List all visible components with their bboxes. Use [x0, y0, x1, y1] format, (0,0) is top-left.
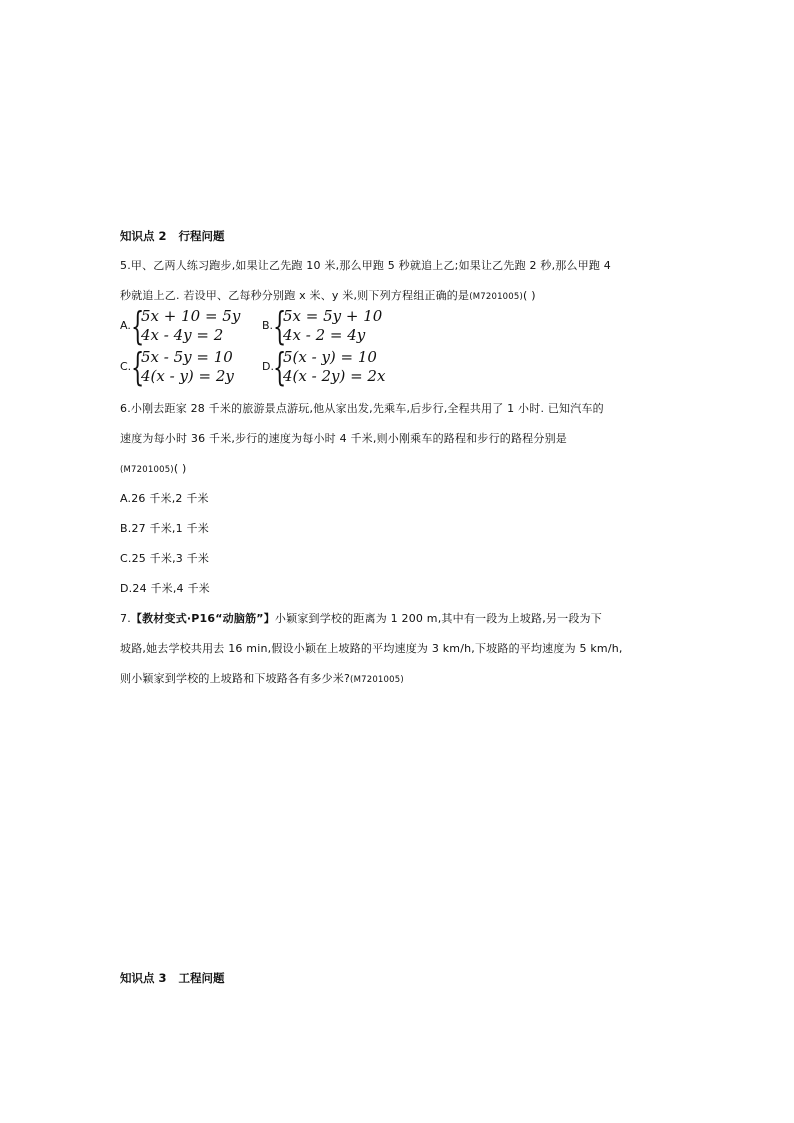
equation-system: [141, 348, 234, 386]
answer-blank: ( ): [523, 289, 536, 302]
equation: 4x - 4y = 2: [141, 326, 224, 344]
q6-line-1: 6.小刚去距家 28 千米的旅游景点游玩,他从家出发,先乘车,后步行,全程共用了 1 小时. 已知汽车的: [120, 402, 604, 415]
section-heading-2: [120, 229, 225, 243]
brace-icon: {: [273, 345, 287, 389]
q5-stem: 秒就追上乙. 若设甲、乙每秒分别跑 x 米、y 米,则下列方程组正确的是: [120, 289, 470, 302]
q6-line-2: 速度为每小时 36 千米,步行的速度为每小时 4 千米,则小刚乘车的路程和步行的路程分别是: [120, 432, 567, 445]
equation: 4(x - y) = 2y: [141, 367, 234, 385]
option-label: A.: [120, 319, 131, 332]
section-title: 行程问题: [178, 229, 225, 243]
brace-icon: {: [273, 304, 287, 348]
equation-system: [283, 307, 382, 345]
question-code: (M7201005): [120, 465, 174, 475]
q6-option-d: D.24 千米,4 千米: [120, 582, 210, 595]
equation: 4x - 2 = 4y: [283, 326, 366, 344]
q7-line-1: [120, 612, 602, 626]
brace-icon: {: [131, 345, 145, 389]
equation-system: [283, 348, 385, 386]
question-number: 7.: [120, 612, 131, 625]
answer-blank: ( ): [173, 462, 187, 475]
q5-line-2: [120, 289, 536, 304]
q5-line-1: 5.甲、乙两人练习跑步,如果让乙先跑 10 米,那么甲跑 5 秒就追上乙;如果让乙先跑 2 秒,那么甲跑 4: [120, 259, 611, 272]
option-label: D.: [262, 360, 274, 373]
brace-icon: {: [131, 304, 145, 348]
equation: 5x = 5y + 10: [283, 307, 383, 325]
q7-question: 则小颖家到学校的上坡路和下坡路各有多少米?: [120, 672, 351, 685]
textbook-variant-tag: 【教材变式·P16“动脑筋”】: [130, 612, 275, 625]
section-label: 知识点 2: [120, 229, 167, 243]
equation-system: [141, 307, 240, 345]
section-title: 工程问题: [178, 971, 225, 985]
q6-option-a: A.26 千米,2 千米: [120, 492, 209, 505]
section-label: 知识点 3: [120, 971, 167, 985]
option-label: C.: [120, 360, 132, 373]
q7-line-2: 坡路,她去学校共用去 16 min,假设小颖在上坡路的平均速度为 3 km/h,下坡路的平均速度为 5 km/h,: [120, 642, 623, 655]
equation: 5x + 10 = 5y: [141, 307, 241, 325]
section-heading-3: [120, 971, 225, 985]
q6-line-3: [120, 462, 187, 477]
option-label: B.: [262, 319, 274, 332]
equation: 4(x - 2y) = 2x: [283, 367, 386, 385]
equation: 5x - 5y = 10: [141, 348, 233, 366]
question-code: (M7201005): [350, 675, 404, 685]
question-code: (M7201005): [469, 292, 524, 302]
q7-stem: 小颖家到学校的距离为 1 200 m,其中有一段为上坡路,另一段为下: [274, 612, 602, 625]
equation: 5(x - y) = 10: [283, 348, 377, 366]
q6-option-c: C.25 千米,3 千米: [120, 552, 210, 565]
q7-line-3: [120, 672, 404, 687]
q6-option-b: B.27 千米,1 千米: [120, 522, 209, 535]
